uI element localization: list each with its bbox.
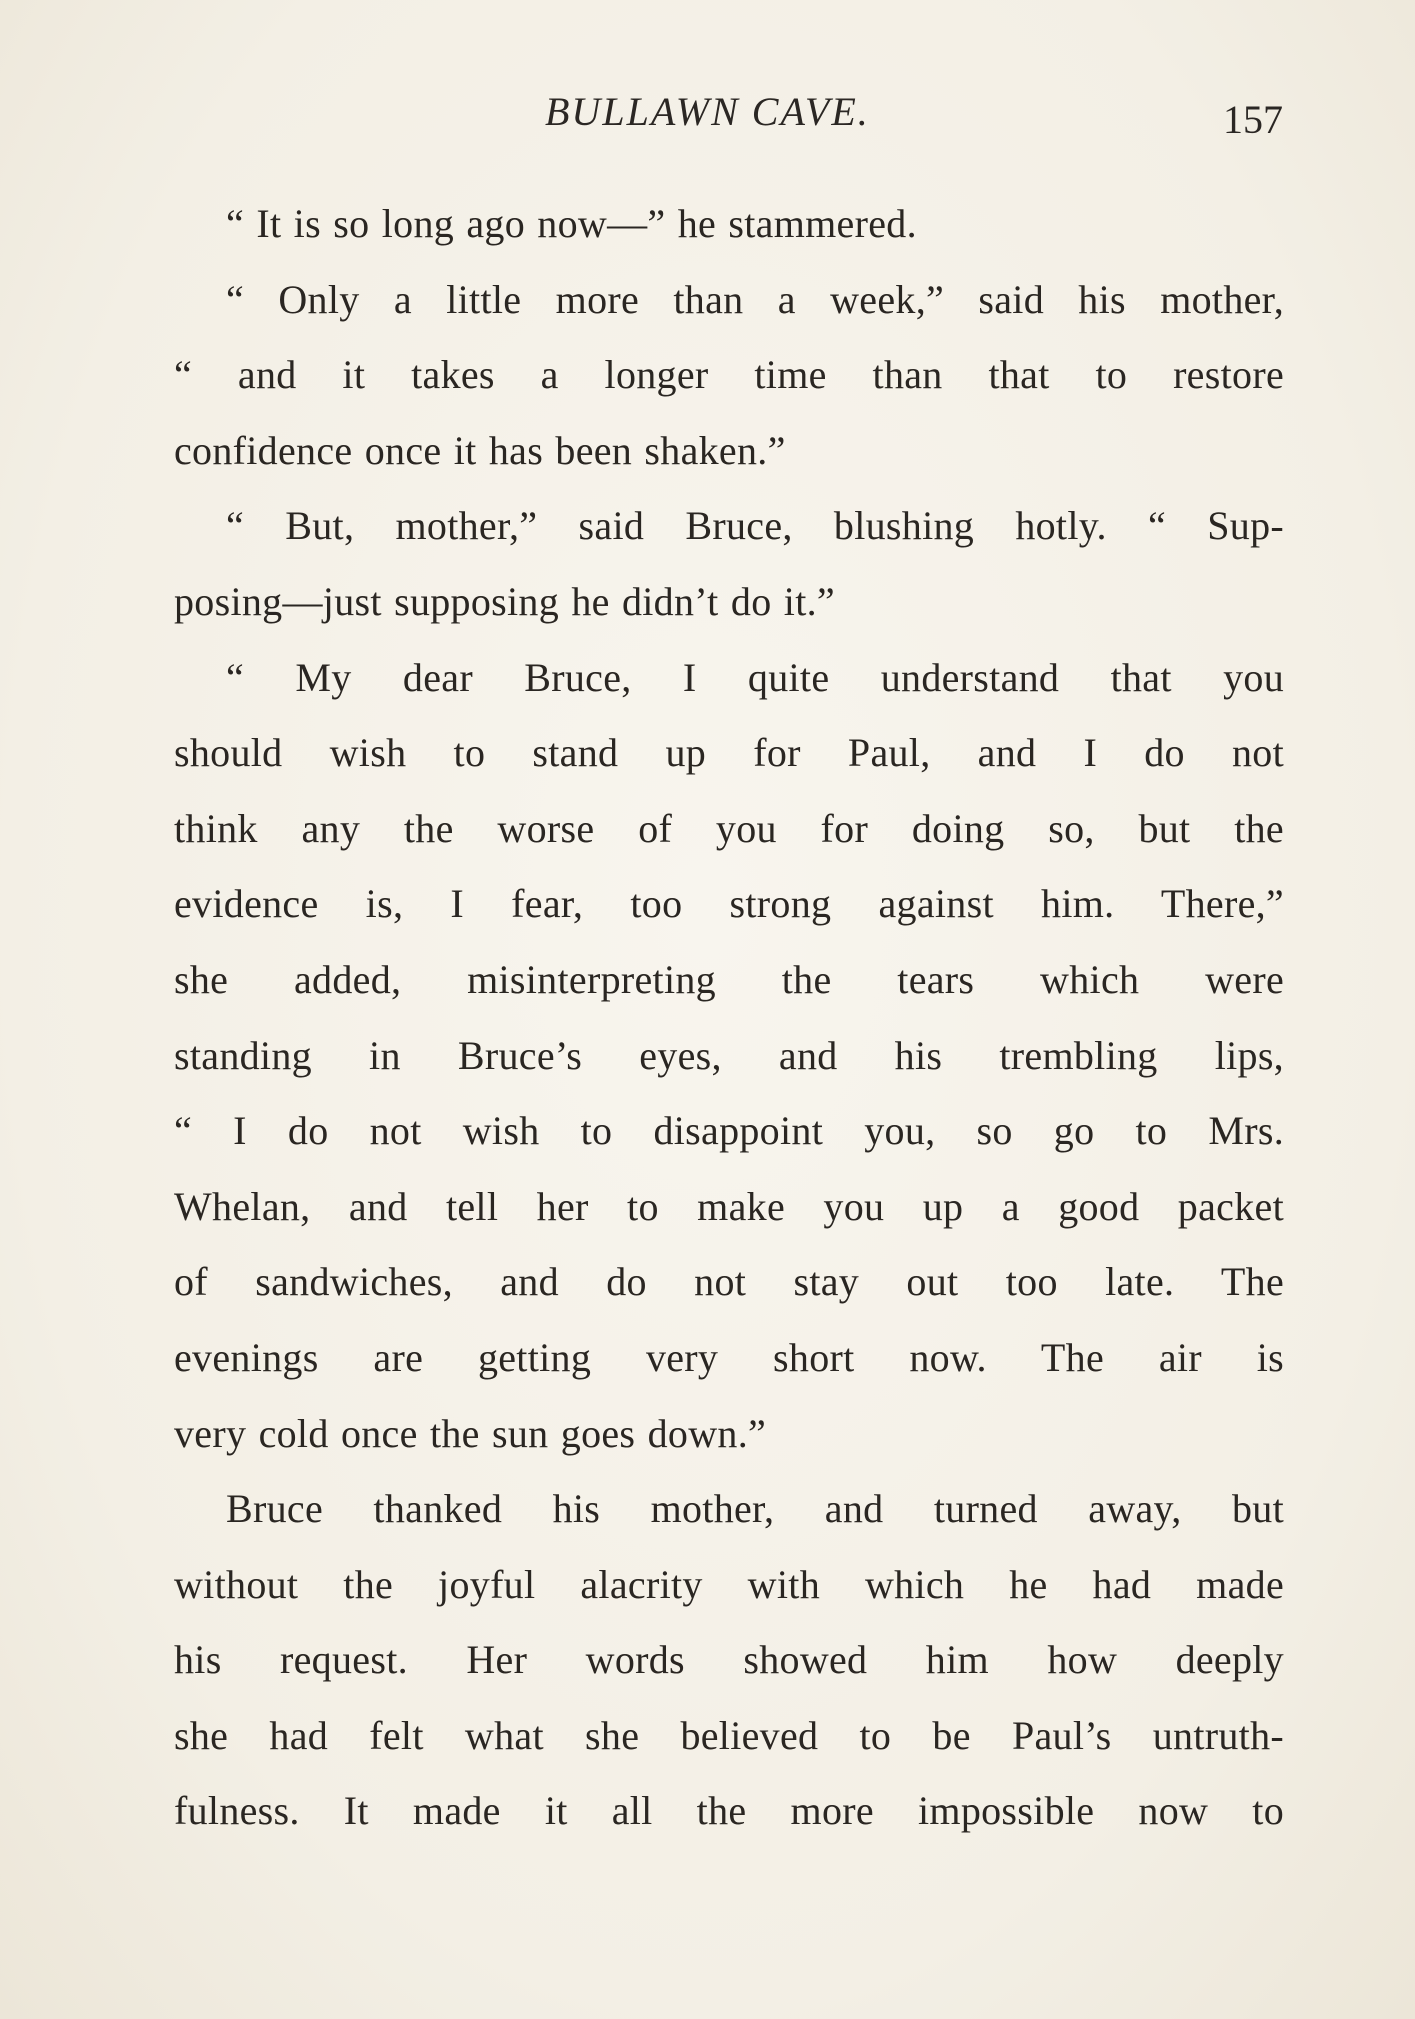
text-line: confidence once it has been shaken.”: [174, 427, 786, 473]
text-line: should wish to stand up for Paul, and I do not: [174, 730, 1284, 776]
page-number: 157: [1223, 97, 1283, 142]
text-line: “ I do not wish to disappoint you, so go to Mrs.: [174, 1108, 1284, 1154]
text-line: without the joyful alacrity with which he had made: [174, 1561, 1284, 1607]
text-line: “ My dear Bruce, I quite understand that you: [226, 654, 1284, 700]
text-line: “ and it takes a longer time than that to restore: [174, 352, 1284, 398]
body-text: [174, 186, 1284, 1849]
text-line: of sandwiches, and do not stay out too late. The: [174, 1259, 1284, 1305]
text-line: posing—just supposing he didn’t do it.”: [174, 578, 835, 624]
text-line: Whelan, and tell her to make you up a good packet: [174, 1183, 1284, 1229]
text-line: “ But, mother,” said Bruce, blushing hotly. “ Sup-: [226, 503, 1284, 549]
text-line: very cold once the sun goes down.”: [174, 1410, 767, 1456]
text-line: “ Only a little more than a week,” said his mother,: [226, 276, 1284, 322]
text-line: his request. Her words showed him how deeply: [174, 1637, 1284, 1683]
text-line: “ It is so long ago now—” he stammered.: [226, 201, 917, 246]
text-line: she had felt what she believed to be Paul’s untruth-: [174, 1712, 1284, 1758]
text-line: fulness. It made it all the more impossible now to: [174, 1788, 1284, 1834]
text-line: evidence is, I fear, too strong against him. There,”: [174, 881, 1284, 927]
text-line: she added, misinterpreting the tears which were: [174, 956, 1284, 1002]
text-line: evenings are getting very short now. The air is: [174, 1334, 1284, 1380]
running-head: [0, 88, 1415, 142]
running-title: BULLAWN CAVE.: [545, 89, 870, 134]
text-line: standing in Bruce’s eyes, and his trembling lips,: [174, 1032, 1284, 1078]
text-line: Bruce thanked his mother, and turned away, but: [226, 1486, 1284, 1532]
text-line: think any the worse of you for doing so, but the: [174, 805, 1284, 851]
